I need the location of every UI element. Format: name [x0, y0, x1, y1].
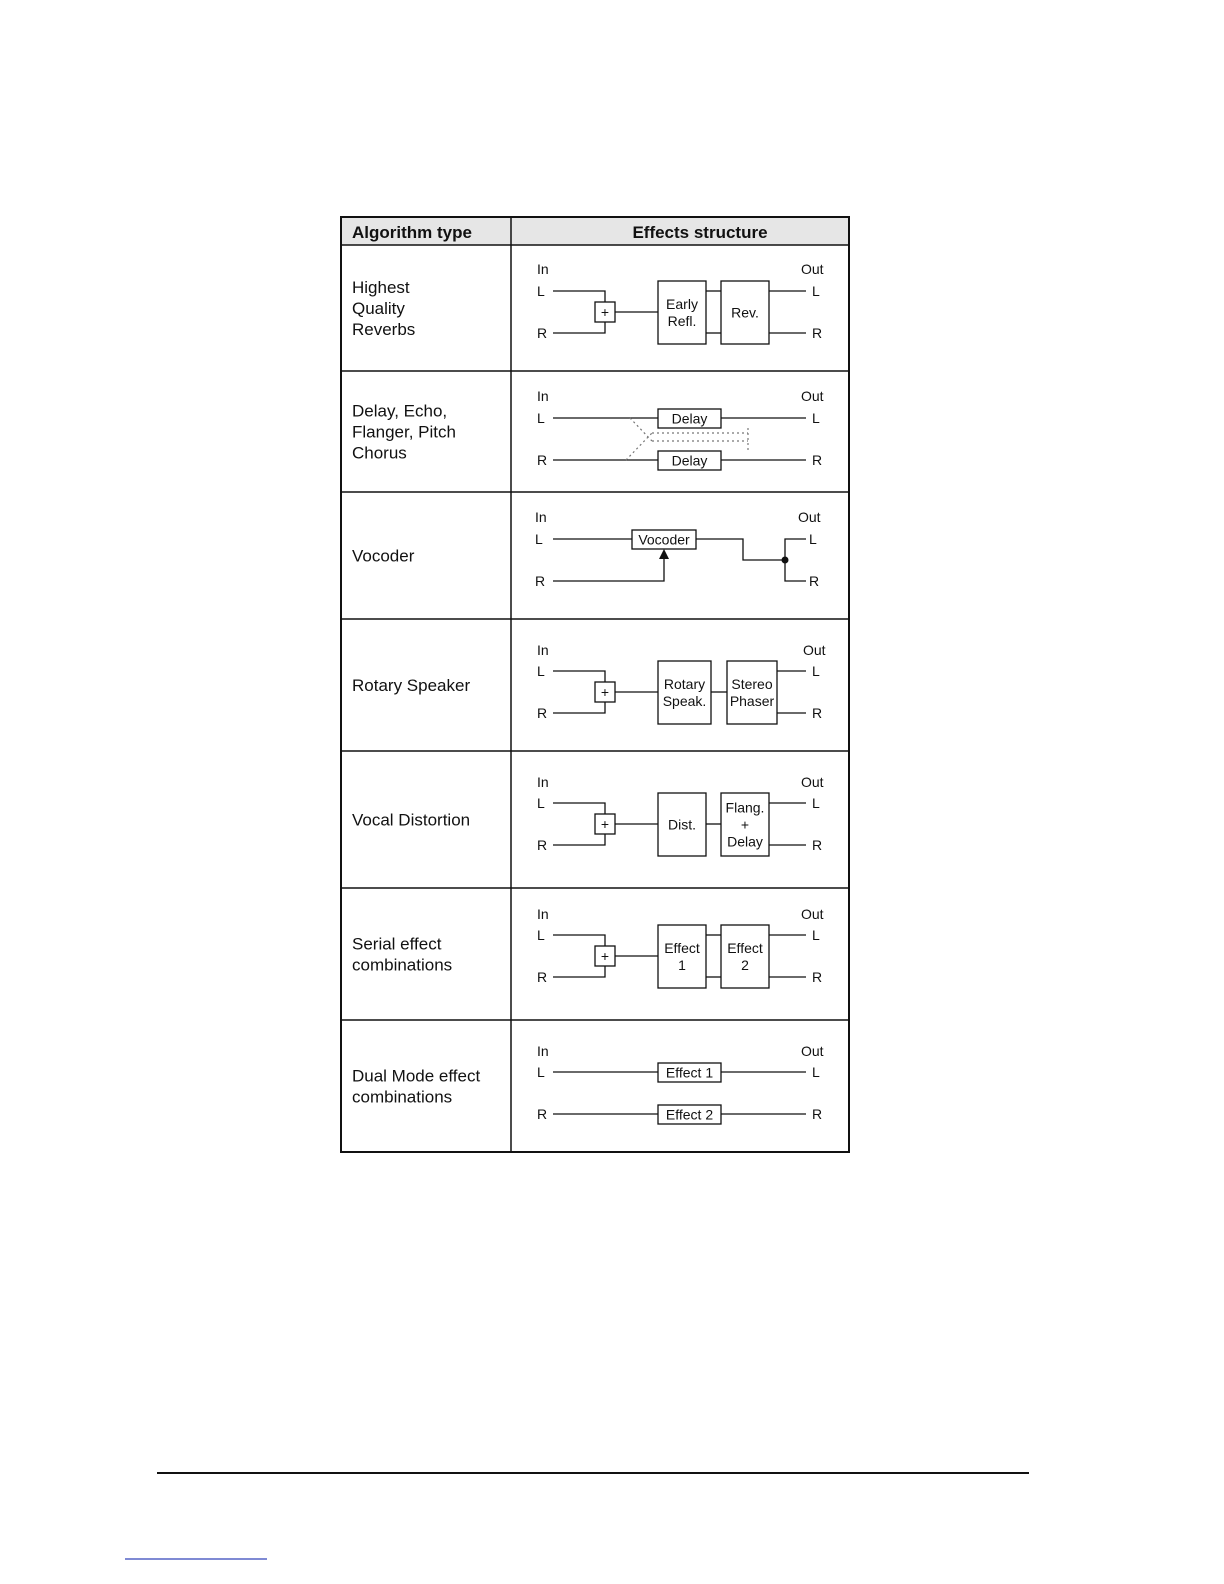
block-stereo-phaser-label: Stereo	[731, 676, 773, 692]
block-effect-2-label: Effect 2	[665, 1106, 714, 1123]
io-right-in-label: R	[537, 452, 548, 468]
header-effects-structure: Effects structure	[632, 223, 768, 242]
block-early-reflections-label: Refl.	[667, 313, 697, 329]
io-left-out-label: L	[812, 795, 820, 811]
input-right-wire	[553, 966, 605, 977]
header-algorithm-type: Algorithm type	[352, 223, 472, 242]
block-reverb-label: Rev.	[731, 304, 759, 321]
block-effect-1-label: 1	[678, 957, 686, 973]
io-right-in-label: R	[537, 705, 548, 721]
io-left-in-label: L	[537, 927, 545, 943]
sum-node-sign: +	[600, 304, 610, 320]
io-out-label: Out	[803, 642, 826, 658]
block-rotary-speaker-label: Speak.	[662, 693, 707, 709]
io-out-label: Out	[801, 261, 824, 277]
io-out-label: Out	[801, 774, 824, 790]
crossfeed-dotted-line	[630, 418, 652, 441]
io-right-in-label: R	[535, 573, 546, 589]
block-delay-right-label: Delay	[671, 452, 708, 469]
io-in-label: In	[537, 1043, 549, 1059]
io-left-in-label: L	[537, 795, 545, 811]
algorithm-name: Flanger, Pitch	[352, 422, 456, 442]
algorithm-name: Vocoder	[352, 546, 415, 566]
algorithm-name: Vocal Distortion	[352, 810, 471, 830]
block-distortion-label: Dist.	[668, 816, 696, 833]
block-effect-1-label: Effect 1	[665, 1064, 714, 1081]
io-out-label: Out	[798, 509, 821, 525]
block-delay-left-label: Delay	[671, 410, 708, 427]
io-left-in-label: L	[537, 1064, 545, 1080]
input-right-wire	[553, 557, 664, 581]
sum-node-sign: +	[600, 948, 610, 964]
io-out-label: Out	[801, 1043, 824, 1059]
block-flanger-delay-label: Flang.	[725, 799, 765, 816]
block-effect-1-label: Effect	[664, 940, 700, 956]
io-right-in-label: R	[537, 969, 548, 985]
io-left-out-label: L	[812, 663, 820, 679]
io-in-label: In	[537, 642, 549, 658]
io-left-out-label: L	[812, 410, 820, 426]
block-vocoder-label: Vocoder	[638, 531, 690, 548]
io-in-label: In	[537, 906, 549, 922]
io-left-in-label: L	[537, 283, 545, 299]
algorithm-name: Chorus	[352, 443, 407, 463]
algorithm-name: Serial effect	[352, 934, 442, 954]
algorithm-name: Reverbs	[352, 320, 416, 339]
io-in-label: In	[537, 261, 549, 277]
algorithm-name: combinations	[352, 1087, 453, 1107]
block-rotary-speaker-label: Rotary	[663, 676, 706, 692]
io-right-in-label: R	[537, 837, 548, 853]
input-left-wire	[553, 291, 605, 302]
io-right-out-label: R	[812, 837, 823, 853]
io-right-in-label: R	[537, 1106, 548, 1122]
io-right-out-label: R	[812, 969, 823, 985]
arrow-head	[659, 549, 669, 559]
block-flanger-delay-label: +	[740, 816, 750, 833]
input-left-wire	[553, 671, 605, 682]
io-right-out-label: R	[809, 573, 820, 589]
io-out-label: Out	[801, 906, 824, 922]
io-right-out-label: R	[812, 452, 823, 468]
io-in-label: In	[537, 388, 549, 404]
algorithm-table	[341, 217, 849, 1152]
block-effect-2-label: 2	[741, 957, 749, 973]
block-stereo-phaser-label: Phaser	[729, 693, 775, 709]
block-effect-2-label: Effect	[727, 940, 763, 956]
algorithm-name: Rotary Speaker	[352, 676, 471, 695]
io-left-in-label: L	[537, 663, 545, 679]
block-early-reflections-label: Early	[666, 296, 698, 312]
io-right-out-label: R	[812, 325, 823, 341]
input-right-wire	[553, 322, 605, 333]
io-right-out-label: R	[812, 1106, 823, 1122]
io-right-out-label: R	[812, 705, 823, 721]
algorithm-name: combinations	[352, 955, 453, 975]
io-left-out-label: L	[812, 1064, 820, 1080]
io-left-in-label: L	[535, 531, 543, 547]
sum-node-sign: +	[600, 816, 610, 832]
sum-node-sign: +	[600, 684, 610, 700]
io-left-out-label: L	[812, 283, 820, 299]
input-right-wire	[553, 834, 605, 845]
io-left-in-label: L	[537, 410, 545, 426]
io-left-out-label: L	[809, 531, 817, 547]
io-right-in-label: R	[537, 325, 548, 341]
io-left-out-label: L	[812, 927, 820, 943]
input-left-wire	[553, 803, 605, 814]
junction-dot	[782, 557, 789, 564]
algorithm-name: Quality	[352, 299, 405, 318]
io-out-label: Out	[801, 388, 824, 404]
crossfeed-dotted-line	[626, 433, 652, 460]
output-wire	[696, 539, 785, 560]
input-right-wire	[553, 702, 605, 713]
io-in-label: In	[535, 509, 547, 525]
input-left-wire	[553, 935, 605, 946]
algorithm-name: Highest	[352, 278, 410, 297]
io-in-label: In	[537, 774, 549, 790]
block-flanger-delay-label: Delay	[727, 833, 763, 850]
algorithm-name: Dual Mode effect	[352, 1066, 481, 1086]
algorithm-name: Delay, Echo,	[352, 401, 448, 421]
